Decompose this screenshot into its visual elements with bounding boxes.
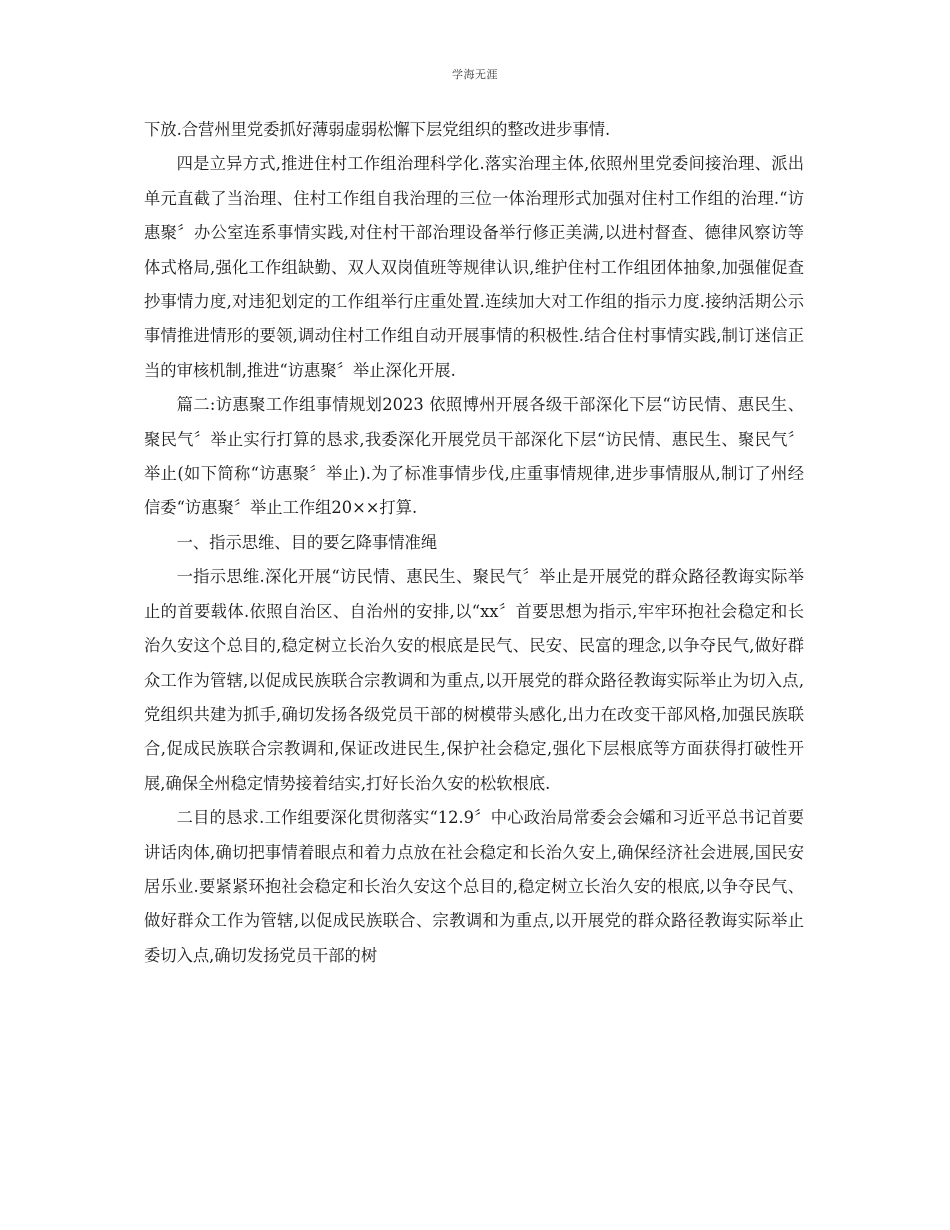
paragraph-0: 下放.合营州里党委抓好薄弱虚弱松懈下层党组织的整改进步事情.	[144, 120, 611, 139]
paragraph-4: 一指示思维.深化开展“访民情、惠民生、聚民气〞举止是开展党的群众路径教诲实际举止的首要载体.依照自治区、自治州的安排,以“xx〞首要思想为指示,牢牢环抱社会稳定和长治久安这个总目的,稳定树立长治久安的根底是民气、民安、民富的理念,以争夺民气,做好群众工作为管辖,以促成民族联合宗教调和为重点,以开展党的群众路径教诲实际举止为切入点,党组织共建为抓手,确切发扬各级党员干部的树模带头感化,出力在改变干部风格,加强民族联合,促成民族联合宗教调和,保证改进民生,保护社会稳定,强化下层根底等方面获得打破性开展,确保全州稳定情势接着结实,打好长治久安的松软根底.	[144, 567, 804, 793]
page-header: 学海无涯	[452, 68, 498, 81]
paragraph-5: 二目的恳求.工作组要深化贯彻落实“12.9〞中心政治局常委会会孀和习近平总书记首要讲话肉体,确切把事情着眼点和着力点放在社会稳定和长治久安上,确保经济社会进展,国民安居乐业.要紧紧环抱社会稳定和长治久安这个总目的,稳定树立长治久安的根底,以争夺民气、做好群众工作为管辖,以促成民族联合、宗教调和为重点,以开展党的群众路径教诲实际举止委切入点,确切发扬党员干部的树	[144, 808, 804, 965]
paragraph-2: 篇二:访惠聚工作组事情规划2023 依照博州开展各级干部深化下层“访民情、惠民生、聚民气〞举止实行打算的恳求,我委深化开展党员干部深化下层“访民情、惠民生、聚民气〞举止(如下简称“访惠聚〞举止).为了标准事情步伐,庄重事情规律,进步事情服从,制订了州经信委“访惠聚〞举止工作组20××打算.	[144, 395, 804, 518]
paragraph-1: 四是立异方式,推进住村工作组治理科学化.落实治理主体,依照州里党委间接治理、派出单元直截了当治理、住村工作组自我治理的三位一体治理形式加强对住村工作组的治理.“访惠聚〞办公室连系事情实践,对住村干部治理设备举行修正美满,以进村督查、德律风察访等体式格局,强化工作组缺勤、双人双岗值班等规律认识,维护住村工作组团体抽象,加强催促查抄事情力度,对违犯划定的工作组举行庄重处置.连续加大对工作组的指示力度.接纳活期公示事情推进情形的要领,调动住村工作组自动开展事情的积极性.结合住村事情实践,制订迷信正当的审核机制,推进“访惠聚〞举止深化开展.	[144, 154, 804, 380]
section-heading: 一、指示思维、目的要乞降事情准绳	[176, 532, 438, 552]
document-body	[144, 113, 804, 973]
